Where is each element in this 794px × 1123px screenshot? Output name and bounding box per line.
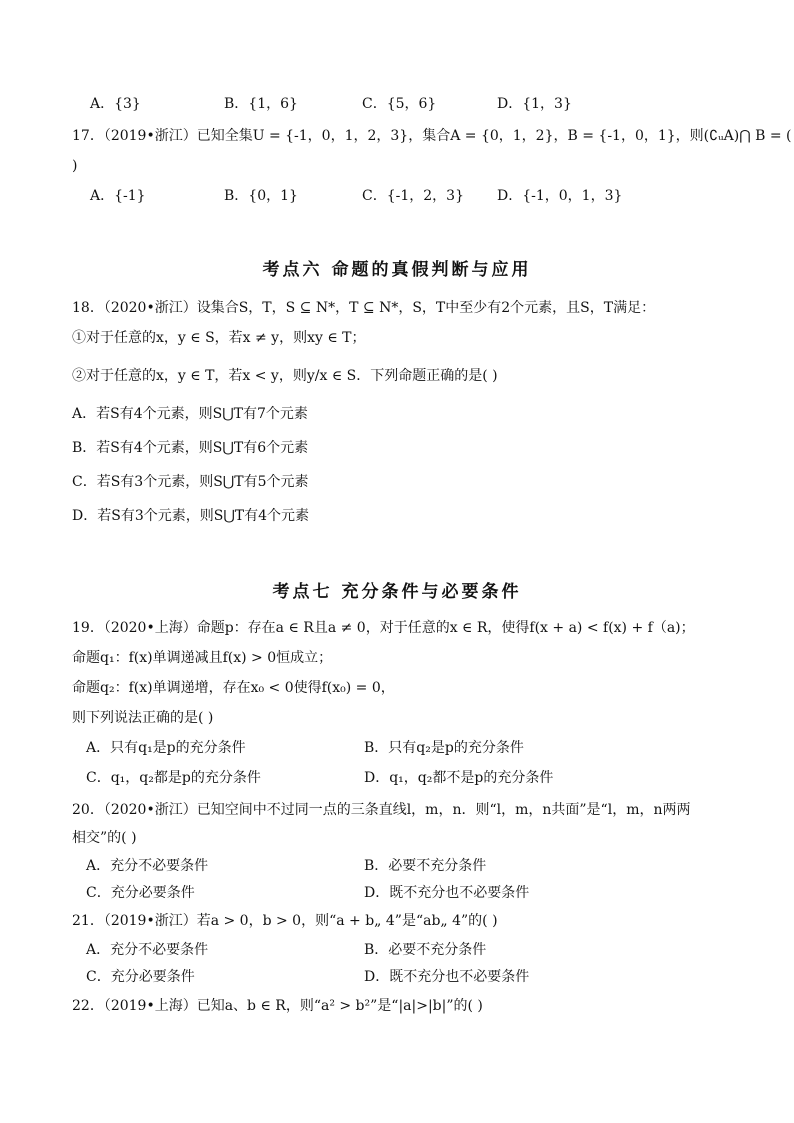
q21-stem: 21．（2019•浙江）若a > 0，b > 0，则“a + b„ 4”是“ab„ 4”的( ) (72, 913, 498, 929)
q18-stem-line1: 18．（2020•浙江）设集合S，T，S ⊆ N*，T ⊆ N*，S，T中至少有2个元素，且S，T满足： (72, 300, 656, 316)
q18-option-c: C．若S有3个元素，则S⋃T有5个元素 (72, 474, 309, 490)
q21-option-a: A．充分不必要条件 (86, 942, 209, 958)
q21-option-d: D．既不充分也不必要条件 (364, 969, 530, 985)
q19-option-b: B．只有q₂是p的充分条件 (364, 740, 524, 756)
q18-option-a: A．若S有4个元素，则S⋃T有7个元素 (72, 406, 308, 422)
q19-proposition-q2: 命题q₂：f(x)单调递增，存在x₀ < 0使得f(x₀) = 0， (72, 680, 395, 696)
q20-option-d: D．既不充分也不必要条件 (364, 885, 530, 901)
q18-condition-2: ②对于任意的x，y ∈ T，若x < y，则y/x ∈ S．下列命题正确的是( ) (72, 368, 498, 384)
section-heading-7: 考点七 充分条件与必要条件 (272, 582, 522, 602)
q20-option-c: C．充分必要条件 (86, 885, 195, 901)
q19-stem-line1: 19．（2020•上海）命题p：存在a ∈ R且a ≠ 0，对于任意的x ∈ R，使得f(x + a) < f(x) + f（a)； (72, 620, 695, 636)
q16-option-d: D．{1，3} (497, 96, 572, 112)
section-heading-6: 考点六 命题的真假判断与应用 (262, 260, 532, 280)
q17-option-c: C．{-1，2，3} (362, 188, 464, 204)
q17-stem-line1: 17．（2019•浙江）已知全集U = {-1，0，1，2，3}，集合A = {0，1，2}，B = {-1，0，1}，则(∁ᵤA)⋂ B = ( (72, 128, 792, 144)
q19-option-d: D．q₁，q₂都不是p的充分条件 (364, 770, 554, 786)
q19-option-c: C．q₁，q₂都是p的充分条件 (86, 770, 261, 786)
q20-stem-line1: 20．（2020•浙江）已知空间中不过同一点的三条直线l，m，n．则“l，m，n共面”是“l，m，n两两 (72, 802, 691, 818)
q18-condition-1: ①对于任意的x，y ∈ S，若x ≠ y，则xy ∈ T； (72, 330, 366, 346)
q16-option-c: C．{5，6} (362, 96, 437, 112)
q17-option-b: B．{0，1} (224, 188, 298, 204)
q21-option-c: C．充分必要条件 (86, 969, 195, 985)
q20-stem-line2: 相交”的( ) (72, 830, 137, 846)
q22-stem: 22．（2019•上海）已知a、b ∈ R，则“a² > b²”是“|a|>|b|”的( ) (72, 998, 483, 1014)
q20-option-b: B．必要不充分条件 (364, 858, 487, 874)
q17-option-a: A．{-1} (90, 188, 146, 204)
q16-option-b: B．{1，6} (224, 96, 298, 112)
q18-option-b: B．若S有4个元素，则S⋃T有6个元素 (72, 440, 309, 456)
q19-stem-line4: 则下列说法正确的是( ) (72, 710, 214, 726)
q17-stem-line2: ) (72, 158, 78, 174)
q19-option-a: A．只有q₁是p的充分条件 (86, 740, 246, 756)
q20-option-a: A．充分不必要条件 (86, 858, 209, 874)
q21-option-b: B．必要不充分条件 (364, 942, 487, 958)
q16-option-a: A．{3} (90, 96, 141, 112)
q17-option-d: D．{-1，0，1，3} (497, 188, 623, 204)
q19-proposition-q1: 命题q₁：f(x)单调递减且f(x) > 0恒成立； (72, 650, 333, 666)
q18-option-d: D．若S有3个元素，则S⋃T有4个元素 (72, 508, 310, 524)
